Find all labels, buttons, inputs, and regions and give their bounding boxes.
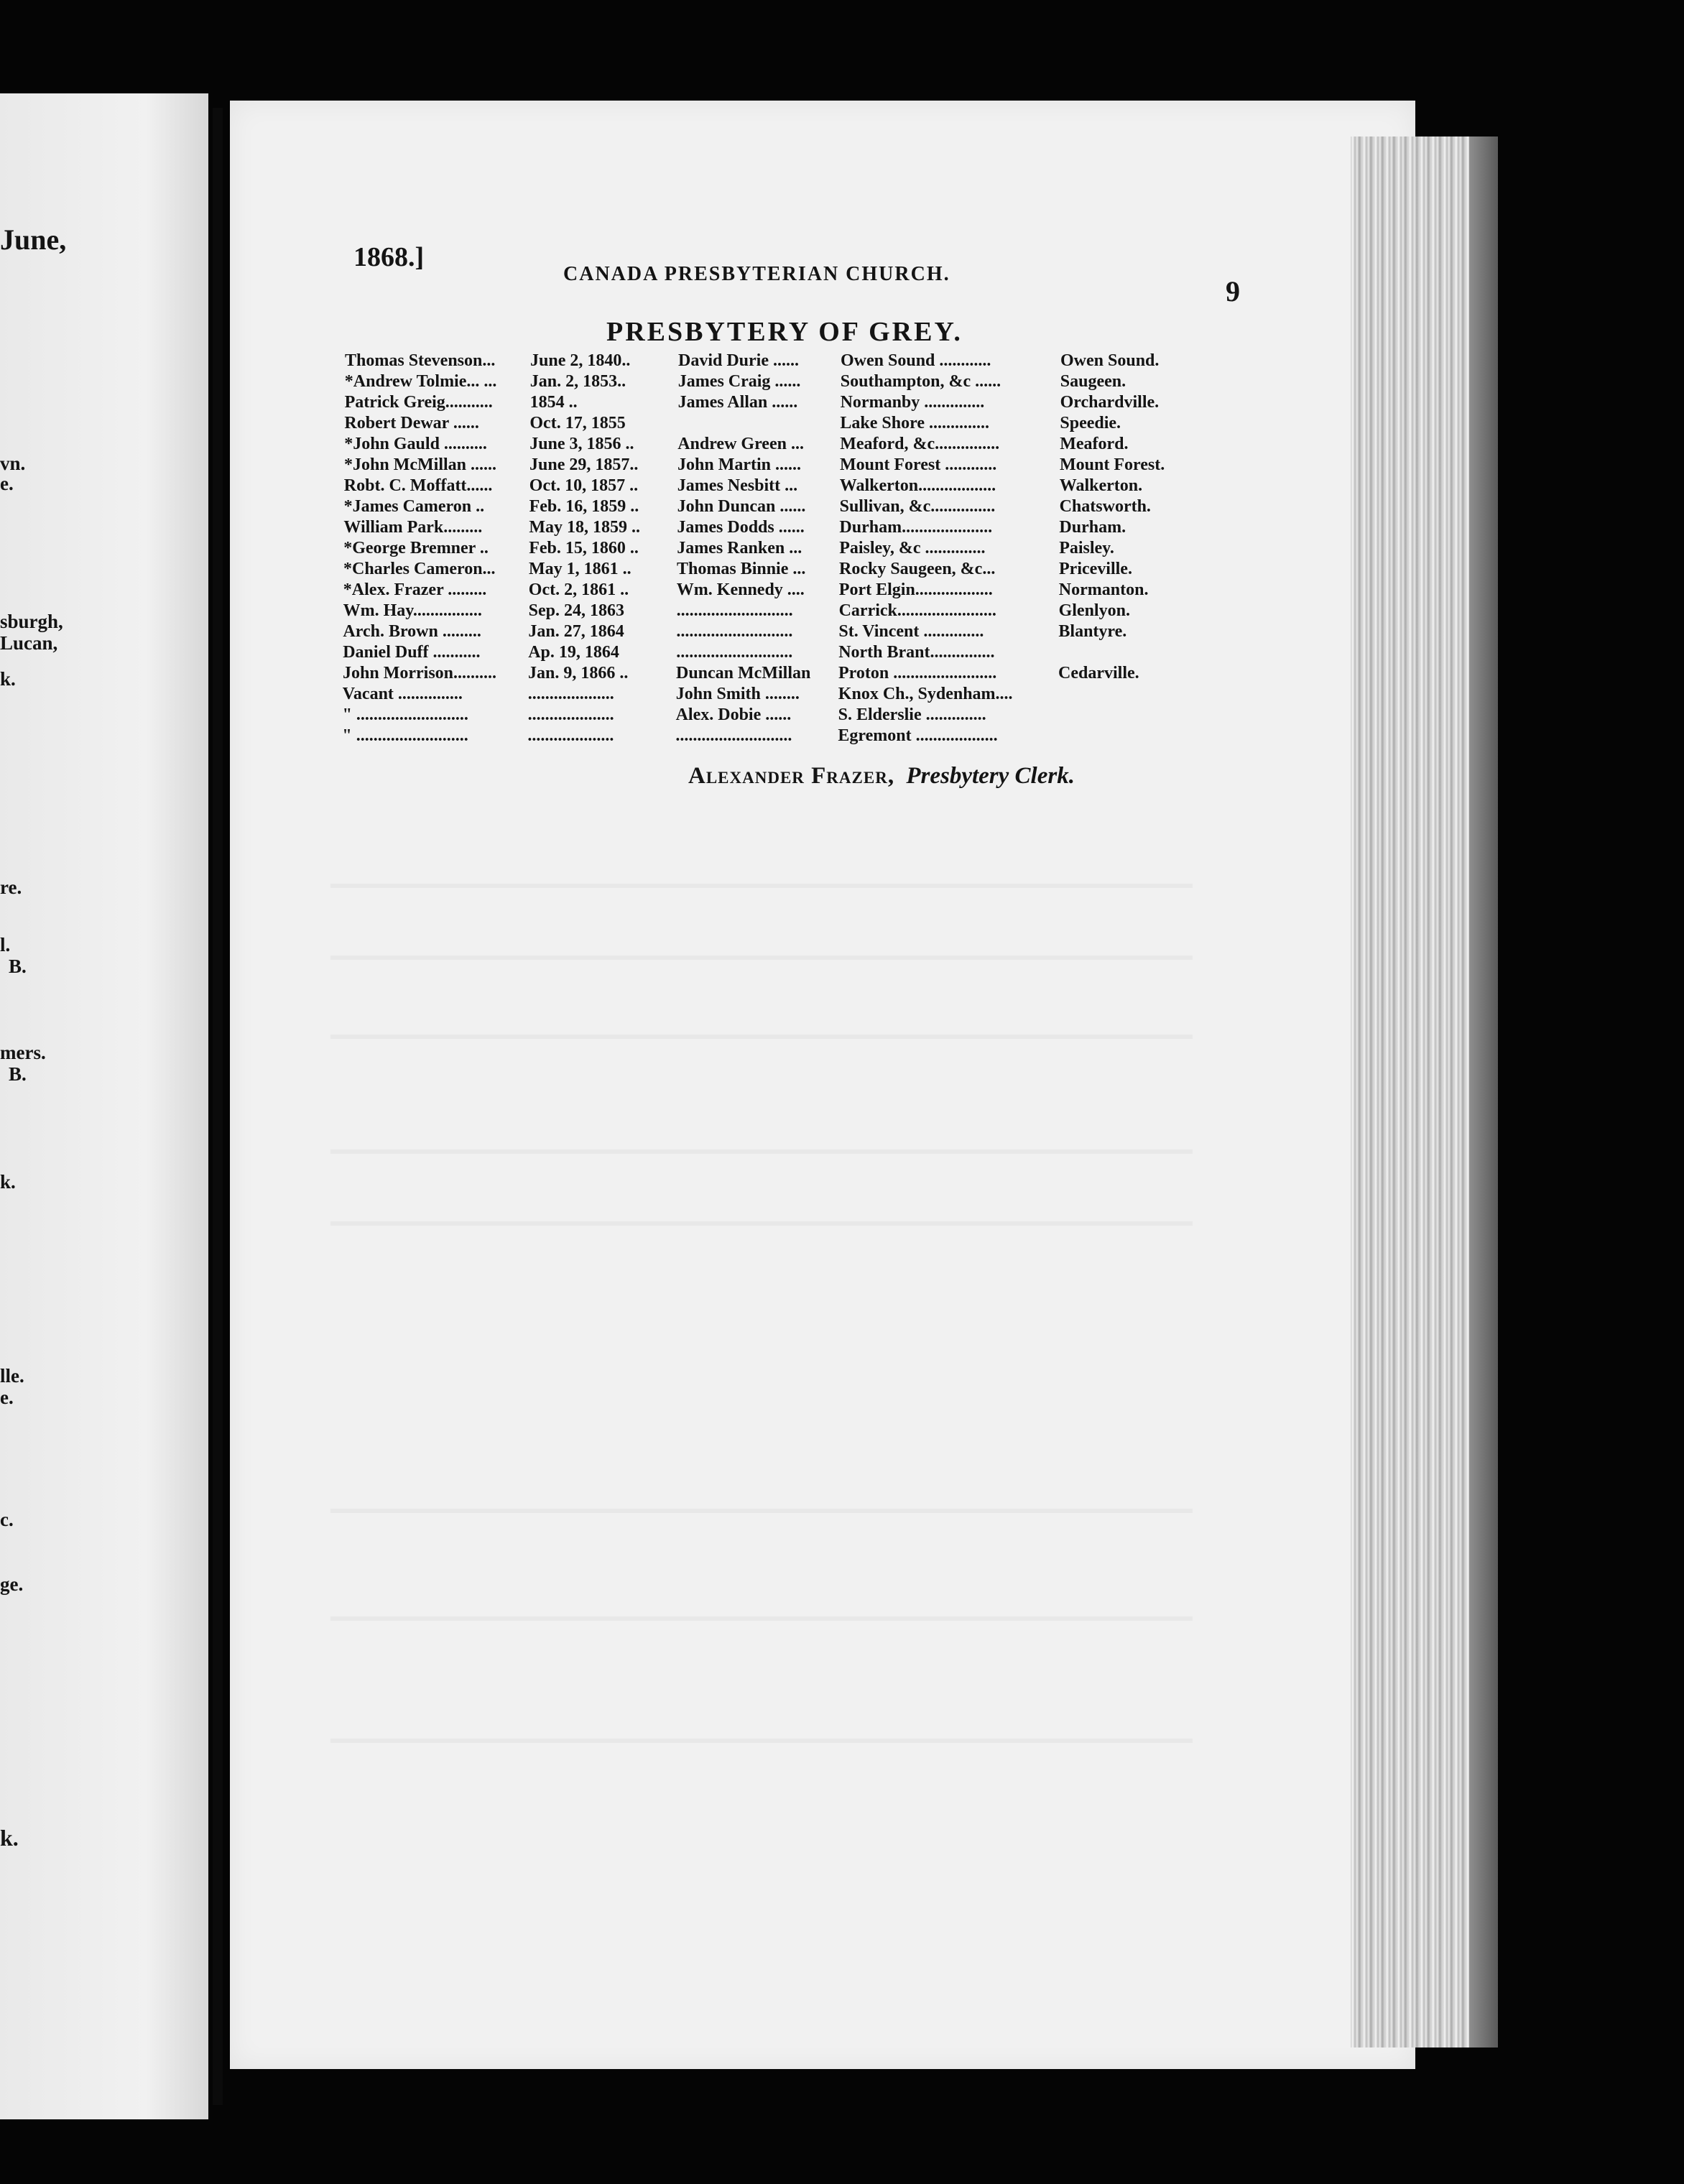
post-office: Glenlyon. bbox=[1058, 601, 1130, 620]
minister-name: *George Bremner .. bbox=[343, 539, 489, 557]
post-office: Orchardville. bbox=[1060, 393, 1160, 412]
minister-name: Patrick Greig........... bbox=[344, 393, 493, 412]
page-edges bbox=[1351, 136, 1498, 2048]
congregation: S. Elderslie .............. bbox=[838, 705, 986, 724]
signature bbox=[688, 763, 1075, 790]
clerk-title: Presbytery Clerk. bbox=[906, 763, 1075, 789]
left-page-fragment: ge. bbox=[0, 1573, 24, 1595]
post-office: Chatsworth. bbox=[1059, 497, 1151, 516]
congregation: Normanby .............. bbox=[840, 393, 985, 412]
congregation: Durham..................... bbox=[839, 518, 993, 537]
left-page-fragment: k. bbox=[0, 668, 16, 690]
elder-name: Andrew Green ... bbox=[677, 435, 804, 453]
induction-date: Feb. 16, 1859 .. bbox=[529, 497, 639, 516]
left-page-fragment: c. bbox=[0, 1509, 14, 1530]
induction-date: June 3, 1856 .. bbox=[529, 435, 634, 453]
induction-date: Ap. 19, 1864 bbox=[528, 643, 619, 662]
bleed-through bbox=[330, 1221, 1193, 1226]
post-office: Durham. bbox=[1059, 518, 1126, 537]
left-page-fragment: vn. bbox=[0, 453, 26, 474]
minister-name: John Morrison.......... bbox=[343, 664, 497, 682]
congregation: Owen Sound ............ bbox=[841, 351, 991, 370]
induction-date: Sep. 24, 1863 bbox=[528, 601, 624, 620]
congregation: Lake Shore .............. bbox=[840, 414, 989, 432]
minister-name: *James Cameron .. bbox=[343, 497, 485, 516]
clerk-name: Alexander Frazer, bbox=[688, 763, 895, 789]
elder-name: James Ranken ... bbox=[677, 539, 802, 557]
minister-name: Robert Dewar ...... bbox=[344, 414, 479, 432]
minister-name: *John McMillan ...... bbox=[344, 455, 497, 474]
induction-date: May 18, 1859 .. bbox=[529, 518, 641, 537]
left-page-fragment: re. bbox=[0, 876, 22, 898]
minister-name: Thomas Stevenson... bbox=[345, 351, 496, 370]
previous-page bbox=[0, 93, 208, 2119]
elder-name: Thomas Binnie ... bbox=[677, 560, 806, 578]
post-office: Mount Forest. bbox=[1060, 455, 1165, 474]
induction-date: May 1, 1861 .. bbox=[529, 560, 632, 578]
left-page-fragment: l. bbox=[0, 934, 11, 956]
bleed-through bbox=[330, 1035, 1193, 1039]
elder-name: John Duncan ...... bbox=[677, 497, 806, 516]
running-head-title: CANADA PRESBYTERIAN CHURCH. bbox=[563, 263, 950, 285]
elder-name: James Dodds ...... bbox=[677, 518, 805, 537]
left-page-fragment: lle. bbox=[0, 1365, 24, 1387]
post-office: Meaford. bbox=[1060, 435, 1129, 453]
post-office: Blantyre. bbox=[1058, 622, 1127, 641]
left-page-fragment: k. bbox=[0, 1825, 19, 1851]
bleed-through bbox=[330, 1509, 1193, 1513]
induction-date: Jan. 9, 1866 .. bbox=[528, 664, 629, 682]
congregation: Knox Ch., Sydenham.... bbox=[838, 685, 1013, 703]
congregation: Walkerton.................. bbox=[839, 476, 996, 495]
elder-name: ........................... bbox=[676, 601, 793, 620]
minister-name: " .......................... bbox=[342, 726, 468, 745]
post-office: Owen Sound. bbox=[1060, 351, 1160, 370]
congregation: Proton ........................ bbox=[838, 664, 997, 682]
post-office: Cedarville. bbox=[1058, 664, 1139, 682]
congregation: Paisley, &c .............. bbox=[839, 539, 986, 557]
post-office: Saugeen. bbox=[1060, 372, 1126, 391]
page-number: 9 bbox=[1226, 275, 1240, 307]
left-page-fragment: mers. bbox=[0, 1042, 46, 1063]
bleed-through bbox=[330, 1616, 1193, 1621]
congregation: Rocky Saugeen, &c... bbox=[839, 560, 996, 578]
induction-date: Oct. 10, 1857 .. bbox=[529, 476, 639, 495]
elder-name: Duncan McMillan bbox=[676, 664, 811, 682]
congregation: Mount Forest ............ bbox=[840, 455, 997, 474]
induction-date: Jan. 27, 1864 bbox=[528, 622, 624, 641]
minister-name: William Park......... bbox=[343, 518, 483, 537]
elder-name: John Smith ........ bbox=[675, 685, 800, 703]
left-page-fragment: e. bbox=[0, 473, 14, 494]
elder-name: James Craig ...... bbox=[677, 372, 801, 391]
congregation: Southampton, &c ...... bbox=[840, 372, 1001, 391]
post-office: Normanton. bbox=[1058, 580, 1149, 599]
minister-name: *John Gauld .......... bbox=[344, 435, 487, 453]
induction-date: June 29, 1857.. bbox=[529, 455, 639, 474]
induction-date: June 2, 1840.. bbox=[530, 351, 631, 370]
left-page-fragment: June, bbox=[0, 223, 67, 256]
minister-name: Robt. C. Moffatt...... bbox=[343, 476, 493, 495]
post-office: Priceville. bbox=[1059, 560, 1132, 578]
minister-name: *Andrew Tolmie... ... bbox=[344, 372, 497, 391]
minister-name: " .......................... bbox=[342, 705, 468, 724]
minister-name: Wm. Hay................ bbox=[343, 601, 482, 620]
induction-date: .................... bbox=[527, 726, 614, 745]
induction-date: 1854 .. bbox=[529, 393, 578, 412]
congregation: Meaford, &c............... bbox=[840, 435, 1000, 453]
induction-date: Feb. 15, 1860 .. bbox=[529, 539, 639, 557]
minister-name: *Alex. Frazer ......... bbox=[343, 580, 487, 599]
congregation: Carrick....................... bbox=[838, 601, 996, 620]
congregation: Sullivan, &c............... bbox=[839, 497, 996, 516]
elder-name: David Durie ...... bbox=[678, 351, 799, 370]
induction-date: Oct. 17, 1855 bbox=[529, 414, 626, 432]
bleed-through bbox=[330, 956, 1193, 960]
induction-date: .................... bbox=[527, 685, 614, 703]
congregation: Port Elgin.................. bbox=[838, 580, 993, 599]
left-page-fragment: B. bbox=[9, 956, 27, 977]
elder-name: ........................... bbox=[676, 643, 793, 662]
post-office: Walkerton. bbox=[1059, 476, 1143, 495]
induction-date: Oct. 2, 1861 .. bbox=[528, 580, 629, 599]
left-page-fragment: B. bbox=[9, 1063, 27, 1085]
post-office: Paisley. bbox=[1059, 539, 1114, 557]
congregation: North Brant............... bbox=[838, 643, 995, 662]
bleed-through bbox=[330, 884, 1193, 888]
elder-name: James Nesbitt ... bbox=[677, 476, 798, 495]
congregation: Egremont ................... bbox=[838, 726, 998, 745]
minister-name: Arch. Brown ......... bbox=[343, 622, 481, 641]
elder-name: James Allan ...... bbox=[677, 393, 798, 412]
post-office: Speedie. bbox=[1060, 414, 1121, 432]
induction-date: .................... bbox=[527, 705, 614, 724]
congregation: St. Vincent .............. bbox=[838, 622, 984, 641]
bleed-through bbox=[330, 1149, 1193, 1154]
left-page-fragment: k. bbox=[0, 1171, 16, 1193]
bleed-through bbox=[330, 1739, 1193, 1743]
left-page-fragment: Lucan, bbox=[0, 632, 58, 654]
elder-name: John Martin ...... bbox=[677, 455, 802, 474]
induction-date: Jan. 2, 1853.. bbox=[529, 372, 626, 391]
binding-gutter bbox=[213, 108, 223, 2105]
minister-name: Vacant ............... bbox=[342, 685, 463, 703]
elder-name: Wm. Kennedy .... bbox=[676, 580, 805, 599]
elder-name: ........................... bbox=[676, 622, 793, 641]
left-page-fragment: sburgh, bbox=[0, 611, 63, 632]
left-page-fragment: e. bbox=[0, 1387, 14, 1408]
elder-name: Alex. Dobie ...... bbox=[675, 705, 792, 724]
elder-name: ........................... bbox=[675, 726, 792, 745]
section-title: PRESBYTERY OF GREY. bbox=[606, 317, 963, 347]
minister-name: *Charles Cameron... bbox=[343, 560, 496, 578]
minister-name: Daniel Duff ........... bbox=[343, 643, 481, 662]
running-head-year: 1868.] bbox=[353, 242, 425, 272]
